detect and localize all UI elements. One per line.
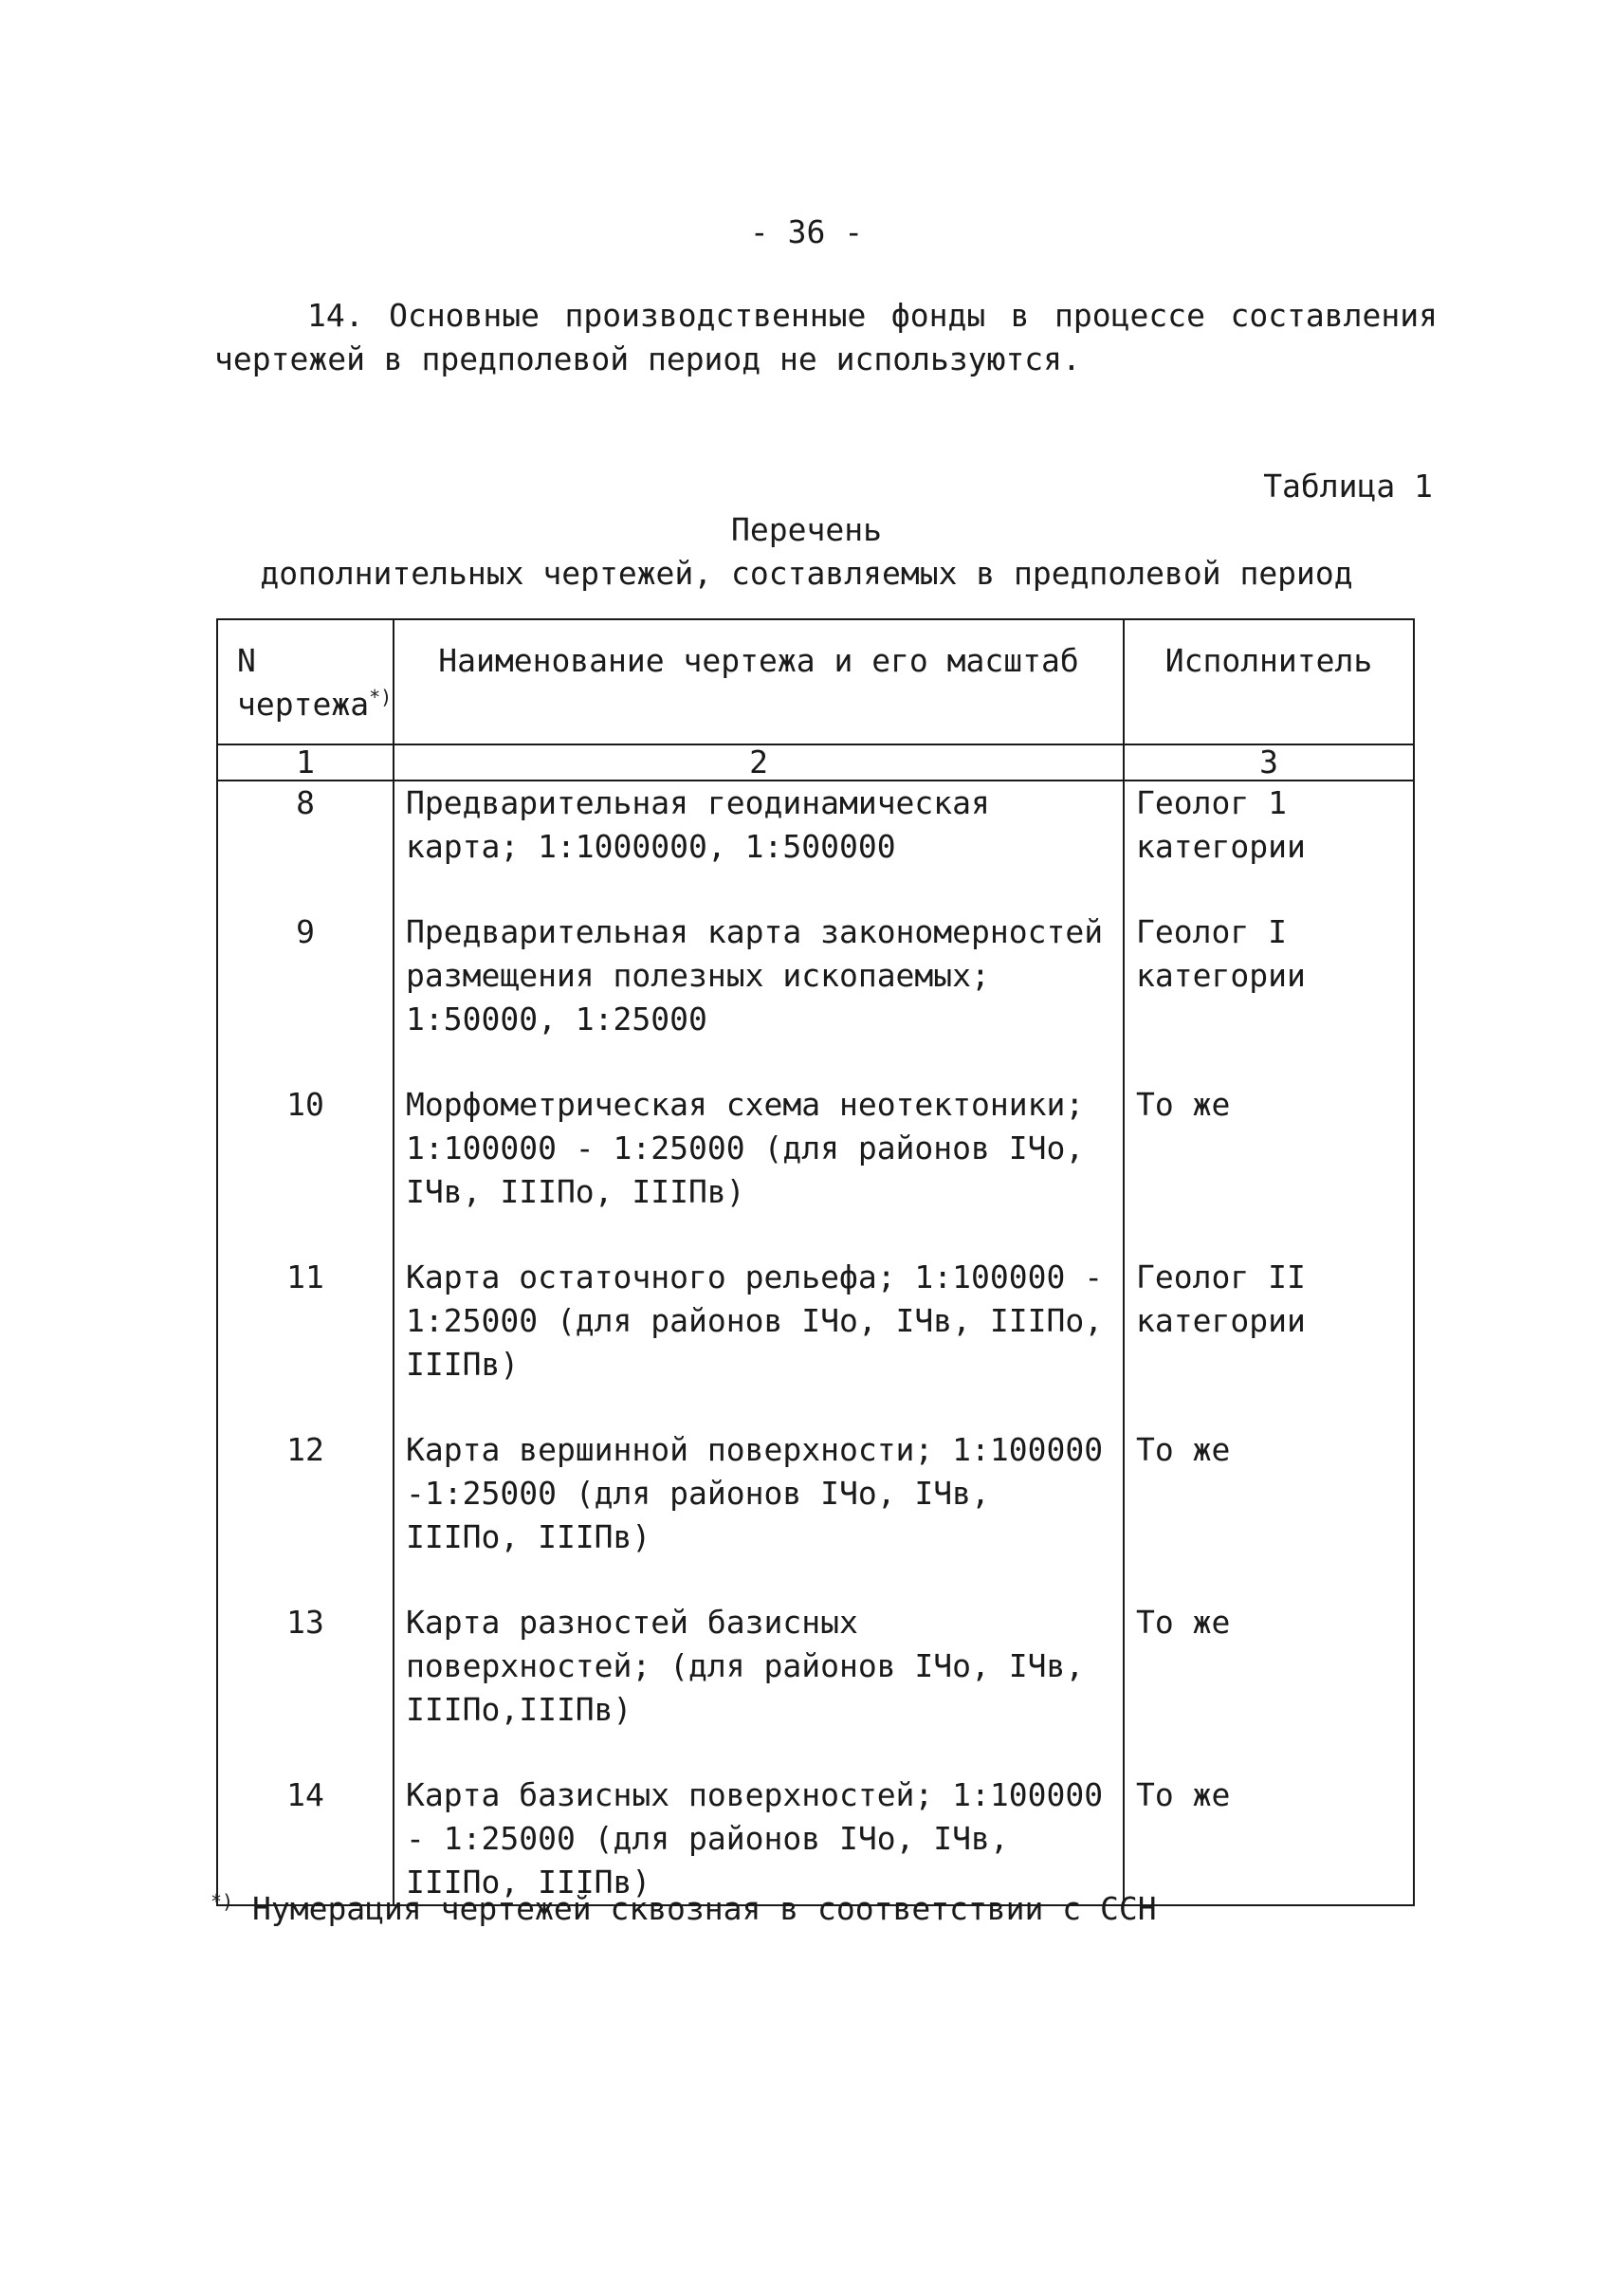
drawing-executor: Геолог 1 категории [1124,781,1414,910]
footnote-text: Нумерация чертежей сквозная в соответствии с ССН [251,1890,1157,1927]
header-footnote-mark: *) [369,686,393,708]
drawing-name: Карта остаточного рельефа; 1:100000 - 1:25000 (для районов IЧо, IЧв, IIIПо, IIIПв) [394,1256,1124,1428]
paragraph-line-2: чертежей в предполевой период не используются. [214,340,1081,377]
table-row [217,1601,1414,1773]
drawing-executor: Геолог II категории [1124,1256,1414,1428]
drawing-number: 9 [217,910,394,1083]
column-number-1: 1 [217,744,394,781]
drawing-number: 8 [217,781,394,910]
paragraph-14 [214,294,1438,381]
drawing-name: Морфометрическая схема неотектоники; 1:100000 - 1:25000 (для районов IЧо, IЧв, IIIПо, IIIПв) [394,1083,1124,1256]
drawing-name: Карта разностей базисных поверхностей; (для районов IЧо, IЧв, IIIПо,IIIПв) [394,1601,1124,1773]
header-drawing-number-label: N чертежа [237,642,370,723]
drawing-name: Карта базисных поверхностей; 1:100000 - 1:25000 (для районов IЧо, IЧв, IIIПо, IIIПв) [394,1773,1124,1905]
footnote [211,1887,1157,1931]
table-header-row [217,619,1414,744]
drawing-number: 10 [217,1083,394,1256]
table-row [217,910,1414,1083]
page-number: - 36 - [749,213,864,250]
table-label: Таблица 1 [1263,468,1433,505]
header-drawing-name: Наименование чертежа и его масштаб [394,619,1124,744]
column-number-2: 2 [394,744,1124,781]
header-drawing-number [217,619,394,744]
drawing-number: 11 [217,1256,394,1428]
footnote-mark: *) [211,1890,234,1913]
table-title-line-1: Перечень [731,511,882,548]
drawing-executor: То же [1124,1428,1414,1601]
drawing-name: Предварительная карта закономерностей размещения полезных ископаемых; 1:50000, 1:25000 [394,910,1124,1083]
table-row [217,1083,1414,1256]
table-row [217,1428,1414,1601]
drawings-table [216,618,1415,1906]
drawing-executor: Геолог I категории [1124,910,1414,1083]
drawing-name: Карта вершинной поверхности; 1:100000 -1:25000 (для районов IЧо, IЧв, IIIПо, IIIПв) [394,1428,1124,1601]
drawing-executor: То же [1124,1773,1414,1905]
table-row [217,1256,1414,1428]
drawing-number: 12 [217,1428,394,1601]
header-executor: Исполнитель [1124,619,1414,744]
drawing-executor: То же [1124,1083,1414,1256]
column-number-3: 3 [1124,744,1414,781]
paragraph-line-1: 14. Основные производственные фонды в процессе составления [307,297,1438,334]
table-row [217,1773,1414,1905]
drawing-number: 13 [217,1601,394,1773]
drawing-name: Предварительная геодинамическая карта; 1:1000000, 1:500000 [394,781,1124,910]
table-title-line-2: дополнительных чертежей, составляемых в предполевой период [260,555,1353,592]
column-number-row [217,744,1414,781]
drawing-number: 14 [217,1773,394,1905]
drawing-executor: То же [1124,1601,1414,1773]
table-row [217,781,1414,910]
